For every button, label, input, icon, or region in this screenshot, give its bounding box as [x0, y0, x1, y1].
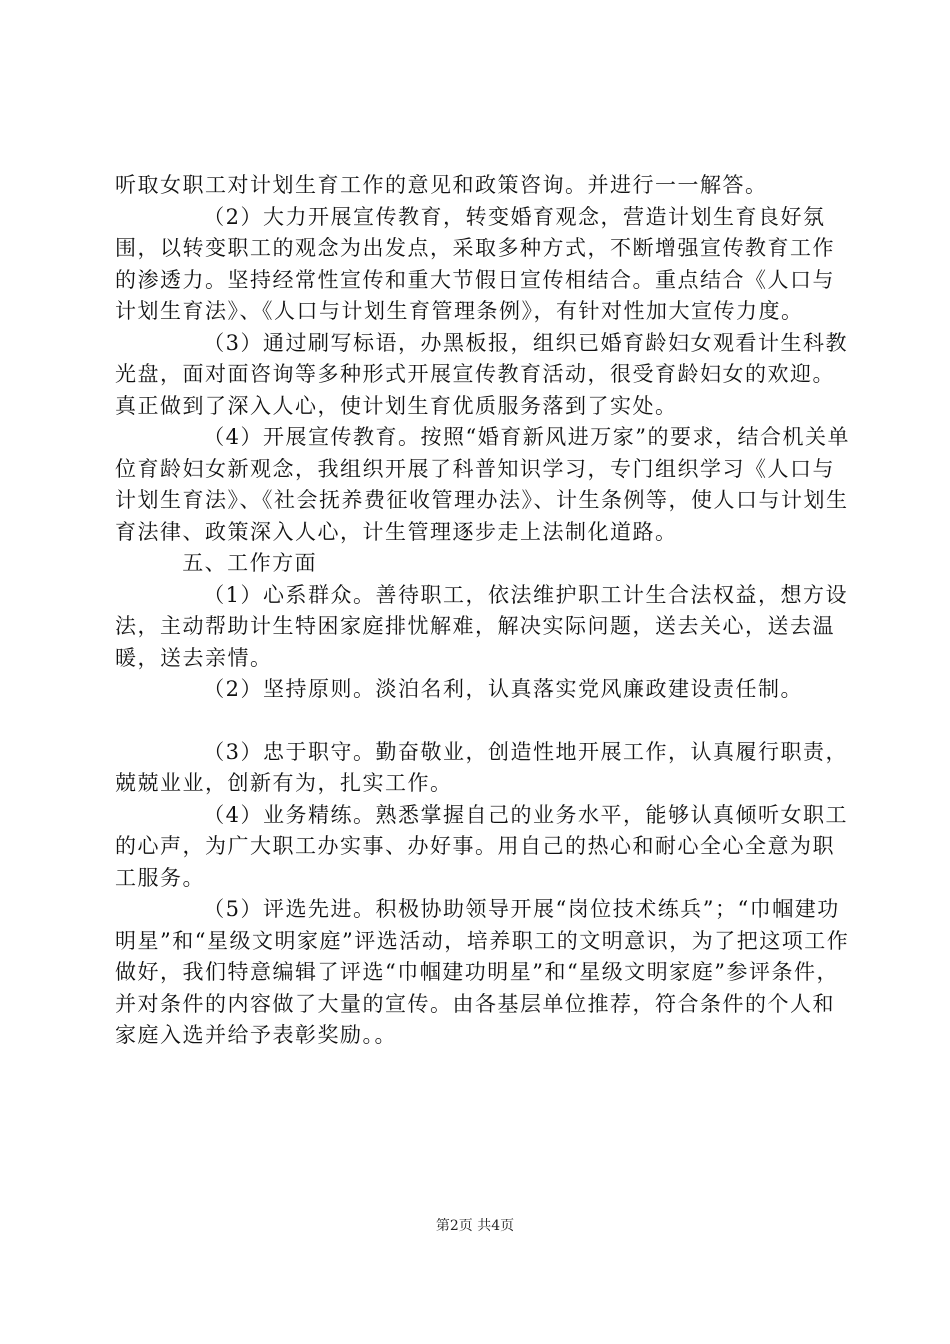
paragraph: （4）开展宣传教育。按照“婚育新风进万家”的要求，结合机关单位育龄妇女新观念，我组织开展了科普知识学习，专门组织学习《人口与计划生育法》、《社会抚养费征收管理办法》、计生条例等，使人口与计划生育法律、政策深入人心，计生管理逐步走上法制化道路。 — [115, 425, 851, 544]
paragraph: （1）心系群众。善待职工，依法维护职工计生合法权益，想方设法，主动帮助计生特困家庭排忧解难，解决实际问题，送去关心，送去温暖，送去亲情。 — [115, 582, 849, 670]
page-footer: 第2页 共4页 — [435, 1218, 515, 1234]
paragraph: （4）业务精练。熟悉掌握自己的业务水平，能够认真倾听女职工的心声，为广大职工办实事、办好事。用自己的热心和耐心全心全意为职工服务。 — [115, 802, 849, 890]
paragraph: （2）坚持原则。淡泊名利，认真落实党风廉政建设责任制。 — [203, 677, 804, 701]
paragraph: （3）忠于职守。勤奋敬业，创造性地开展工作，认真履行职责，兢兢业业，创新有为，扎实工作。 — [115, 739, 849, 795]
section-heading: 五、工作方面 — [182, 551, 318, 575]
paragraph: （5）评选先进。积极协助领导开展“岗位技术练兵”；“巾帼建功明星”和“星级文明家庭”评选活动，培养职工的文明意识，为了把这项工作做好，我们特意编辑了评选“巾帼建功明星”和“星级文明家庭”参评条件，并对条件的内容做了大量的宣传。由各基层单位推荐，符合条件的个人和家庭入选并给予表彰奖励。。 — [115, 897, 850, 1047]
paragraph: （3）通过刷写标语，办黑板报，组织已婚育龄妇女观看计生科教光盘，面对面咨询等多种形式开展宣传教育活动，很受育龄妇女的欢迎。真正做到了深入人心，使计划生育优质服务落到了实处。 — [115, 330, 849, 418]
blank-line — [115, 706, 855, 737]
paragraph: （2）大力开展宣传教育，转变婚育观念，营造计划生育良好氛围，以转变职工的观念为出发点，采取多种方式，不断增强宣传教育工作的渗透力。坚持经常性宣传和重大节假日宣传相结合。重点结合《人口与计划生育法》、《人口与计划生育管理条例》，有针对性加大宣传力度。 — [115, 204, 835, 323]
paragraph: 听取女职工对计划生育工作的意见和政策咨询。并进行一一解答。 — [115, 173, 768, 197]
document-body — [115, 170, 855, 1052]
